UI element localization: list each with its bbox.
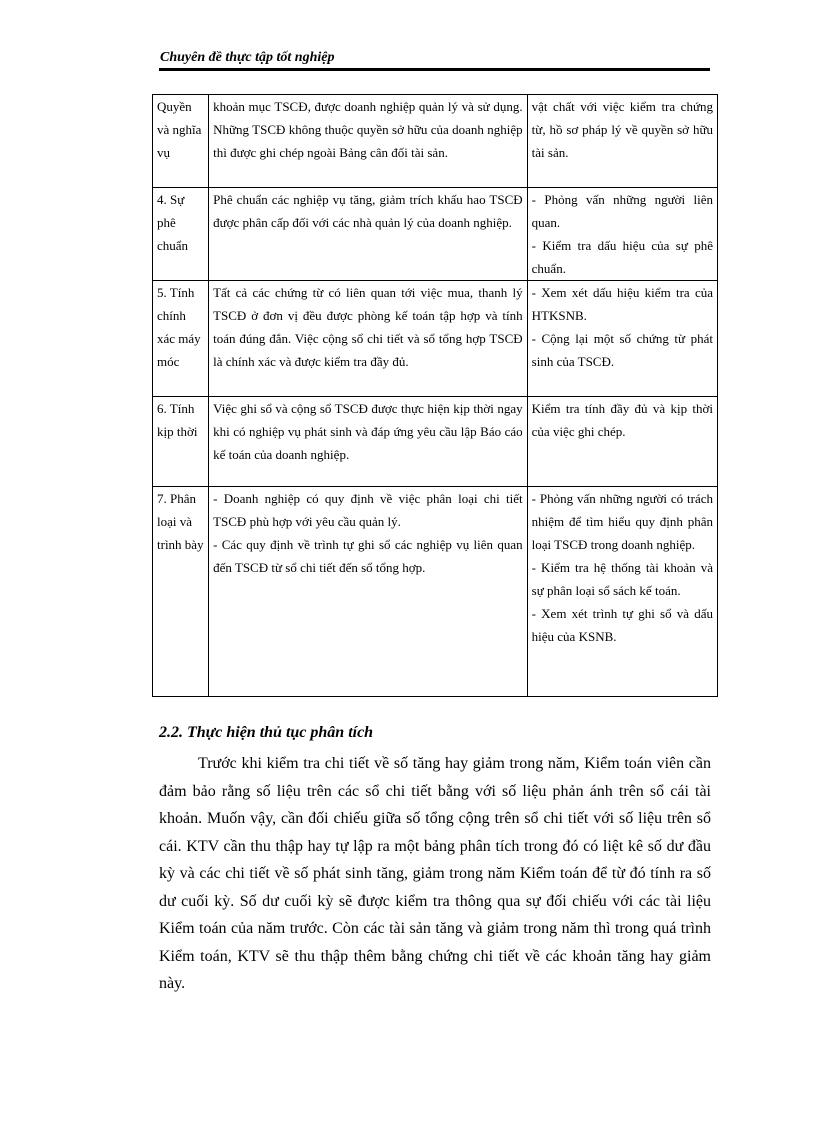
objective-cell	[209, 487, 528, 697]
criterion-cell: 5. Tính chính xác máy móc	[153, 281, 209, 397]
analytical-procedures-section	[159, 722, 711, 998]
procedures-cell	[527, 95, 717, 188]
procedures-cell	[527, 487, 717, 697]
objective-item: - Các quy định về trình tự ghi sổ các nghiệp vụ liên quan đến TSCĐ từ sổ chi tiết đến sổ tổng hợp.	[213, 537, 523, 575]
page-header	[159, 50, 710, 71]
table-row	[153, 487, 718, 697]
table-row	[153, 281, 718, 397]
section-heading: 2.2. Thực hiện thủ tục phân tích	[159, 724, 374, 741]
criterion-cell: 6. Tính kịp thời	[153, 397, 209, 487]
procedure-item: - Xem xét dấu hiệu kiểm tra của HTKSNB.	[531, 285, 713, 323]
objective-item: - Doanh nghiệp có quy định về việc phân loại chi tiết TSCĐ phù hợp với yêu cầu quản lý.	[213, 491, 523, 529]
procedure-item: - Phỏng vấn những người có trách nhiệm để tìm hiểu quy định phân loại TSCĐ trong doanh nghiệp.	[531, 491, 713, 552]
objective-cell: Phê chuẩn các nghiệp vụ tăng, giảm trích khấu hao TSCĐ được phân cấp đối với các nhà quản lý của doanh nghiệp.	[209, 188, 528, 281]
procedure-item: Kiểm tra tính đầy đủ và kịp thời của việc ghi chép.	[531, 401, 713, 439]
procedures-cell	[527, 281, 717, 397]
procedure-item: - Xem xét trình tự ghi sổ và dấu hiệu của KSNB.	[531, 606, 713, 644]
procedures-cell	[527, 397, 717, 487]
criterion-cell: Quyền và nghĩa vụ	[153, 95, 209, 188]
section-body: Trước khi kiểm tra chi tiết về số tăng hay giảm trong năm, Kiểm toán viên cần đảm bảo rằng số liệu trên các sổ chi tiết bằng với số liệu phản ánh trên sổ cái tài khoản. Muốn vậy, cần đối chiếu giữa số tổng cộng trên sổ chi tiết với số liệu trên sổ cái. KTV cần thu thập hay tự lập ra một bảng phân tích trong đó có liệt kê số dư đầu kỳ và các chi tiết về số phát sinh tăng, giảm trong năm Kiểm toán để từ đó tính ra số dư cuối kỳ. Số dư cuối kỳ sẽ được kiểm tra thông qua sự đối chiếu với các tài liệu Kiểm toán của năm trước. Còn các tài sản tăng và giảm trong năm thì trong quá trình Kiểm toán, KTV sẽ thu thập thêm bằng chứng chi tiết về các khoản tăng hay giảm này.	[159, 755, 711, 992]
procedure-item: - Kiểm tra hệ thống tài khoản và sự phân loại sổ sách kế toán.	[531, 560, 713, 598]
table-row	[153, 95, 718, 188]
criterion-cell: 4. Sự phê chuẩn	[153, 188, 209, 281]
procedure-item: - Cộng lại một số chứng từ phát sinh của TSCĐ.	[531, 331, 713, 369]
procedure-item: vật chất với việc kiểm tra chứng từ, hồ sơ pháp lý về quyền sở hữu tài sản.	[531, 99, 713, 160]
procedure-item: - Kiểm tra dấu hiệu của sự phê chuẩn.	[531, 238, 713, 276]
control-objectives-table	[152, 94, 718, 697]
objective-cell: Tất cả các chứng từ có liên quan tới việc mua, thanh lý TSCĐ ở đơn vị đều được phòng kế toán tập hợp và tính toán đúng đắn. Việc cộng sổ chi tiết và sổ tổng hợp TSCĐ là chính xác và được kiểm tra đầy đủ.	[209, 281, 528, 397]
procedures-cell	[527, 188, 717, 281]
header-title: Chuyên đề thực tập tốt nghiệp	[160, 50, 335, 65]
objective-cell: Việc ghi sổ và cộng sổ TSCĐ được thực hiện kịp thời ngay khi có nghiệp vụ phát sinh và đáp ứng yêu cầu lập Báo cáo kế toán của doanh nghiệp.	[209, 397, 528, 487]
objective-cell: khoản mục TSCĐ, được doanh nghiệp quản lý và sử dụng. Những TSCĐ không thuộc quyền sở hữu của doanh nghiệp thì được ghi chép ngoài Bảng cân đối tài sản.	[209, 95, 528, 188]
procedure-item: - Phỏng vấn những người liên quan.	[531, 192, 713, 230]
table-row	[153, 188, 718, 281]
table-row	[153, 397, 718, 487]
criterion-cell: 7. Phân loại và trình bày	[153, 487, 209, 697]
header-rule	[159, 68, 710, 71]
